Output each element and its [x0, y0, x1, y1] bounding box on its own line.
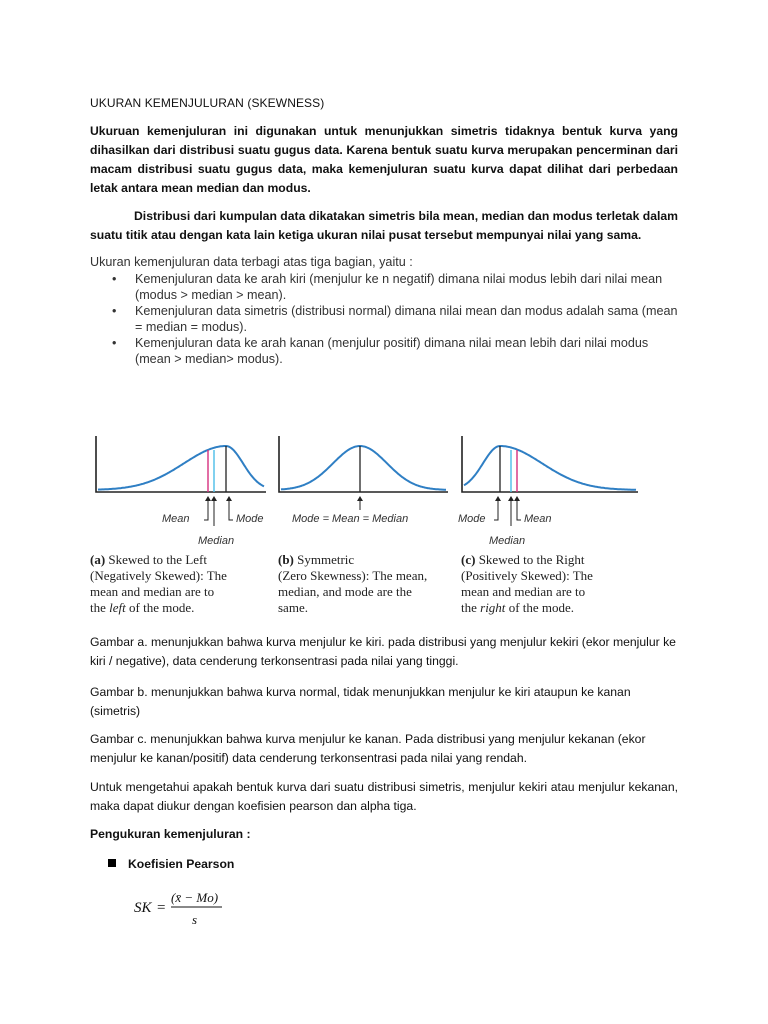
skewness-curves-illustration [90, 428, 678, 553]
formula-denominator: s [192, 912, 198, 927]
list-item [90, 335, 678, 367]
panel-a-mode-arrow [229, 498, 233, 520]
list-item [90, 271, 678, 303]
gambar-c-paragraph: Gambar c. menunjukkan bahwa kurva menjulur ke kanan. Pada distribusi yang menjulur kekanan (ekor menjulur ke kanan/positif) data cenderung terkonsentrasi pada nilai yang rendah. [90, 732, 646, 765]
panel-b-axis-label: Mode = Mean = Median [292, 513, 409, 525]
panel-b-caption-line2: (Zero Skewness): The mean, [278, 568, 428, 583]
panel-c-caption-pre: the [461, 600, 481, 615]
list-item [90, 303, 678, 335]
skewness-figure [90, 428, 678, 623]
measurement-heading: Pengukuran kemenjuluran : [90, 827, 251, 841]
panel-a-mean-label: Mean [162, 513, 190, 525]
pearson-formula-svg [134, 886, 254, 930]
panel-b-caption [278, 552, 456, 616]
panel-c-caption-line3: mean and median are to [461, 584, 586, 599]
panel-c-arrowhead-icon [495, 496, 501, 501]
types-intro: Ukuran kemenjuluran data terbagi atas tiga bagian, yaitu : [90, 255, 413, 269]
panel-a-arrowhead-icon [226, 496, 232, 501]
bullet-icon: • [112, 304, 117, 318]
intro-paragraph: Ukuruan kemenjuluran ini digunakan untuk menunjukkan simetris tidaknya bentuk kurva yang dihasilkan dari distribusi suatu gugus data. Karena bentuk suatu kurva merupakan pencerminan dari macam distribusi suatu gugus data, maka kemenjuluran suatu kurva dapat dilihat dari perbedaan letak antara mean median dan modus. [90, 124, 678, 195]
panel-a-caption-emphasis: left [109, 600, 126, 615]
panel-c-mean-label: Mean [524, 513, 552, 525]
panel-b-caption-line1: Symmetric [297, 552, 355, 567]
panel-b-caption-line3: median, and mode are the [278, 584, 412, 599]
square-bullet-icon [108, 859, 116, 867]
panel-b-caption-line4: same. [278, 600, 308, 615]
list-item-text: Kemenjuluran data ke arah kanan (menjulur positif) dimana nilai mean lebih dari nilai modus (mean > median> modus). [135, 336, 649, 366]
formula-lhs: SK [134, 900, 152, 916]
pearson-formula [134, 886, 254, 935]
measurement-method-paragraph: Untuk mengetahui apakah bentuk kurva dari suatu distribusi simetris, menjulur kekiri atau menjulur kekanan, maka dapat diukur dengan koefisien pearson dan alpha tiga. [90, 780, 678, 813]
panel-a-axes [96, 436, 266, 492]
panel-c-caption-emphasis: right [480, 600, 506, 615]
panel-b-arrowhead-icon [357, 496, 363, 501]
panel-b-axes [279, 436, 448, 492]
panel-a-caption-line2: (Negatively Skewed): The [90, 568, 227, 583]
panel-b-caption-label: (b) [278, 552, 294, 567]
panel-c-caption [461, 552, 641, 616]
panel-a-arrowhead-icon [211, 496, 217, 501]
list-item-text: Kemenjuluran data ke arah kiri (menjulur ke n negatif) dimana nilai modus lebih dari nilai mean (modus > median > mean). [135, 272, 663, 302]
panel-c-mean-arrow [517, 498, 521, 520]
pearson-item [108, 857, 234, 871]
panel-a-curve [98, 446, 264, 490]
gambar-b-paragraph: Gambar b. menunjukkan bahwa kurva normal, tidak menunjukkan menjulur ke kiri ataupun ke kanan (simetris) [90, 685, 631, 718]
formula-numerator: (x̄ − Mo) [171, 890, 219, 905]
panel-c-mode-arrow [494, 498, 498, 520]
panel-c-caption-label: (c) [461, 552, 476, 567]
pearson-label: Koefisien Pearson [128, 857, 235, 871]
panel-a-caption-line3: mean and median are to [90, 584, 215, 599]
panel-a-median-label: Median [198, 535, 235, 547]
panel-c-caption-line1: Skewed to the Right [478, 552, 585, 567]
panel-c-mode-label: Mode [458, 513, 486, 525]
bullet-icon: • [112, 272, 117, 286]
panel-a-mode-label: Mode [236, 513, 264, 525]
panel-c-arrowhead-icon [508, 496, 514, 501]
skewness-types-list [90, 271, 678, 367]
panel-a-caption-post: of the mode. [125, 600, 195, 615]
panel-a-caption-line1: Skewed to the Left [108, 552, 207, 567]
panel-c-curve [464, 446, 636, 490]
section-title: UKURAN KEMENJULURAN (SKEWNESS) [90, 96, 325, 110]
bullet-icon: • [112, 336, 117, 350]
panel-a-caption-label: (a) [90, 552, 106, 567]
panel-c-arrowhead-icon [514, 496, 520, 501]
panel-c-median-label: Median [489, 535, 526, 547]
formula-equals: = [157, 900, 166, 916]
panel-c-caption-post: of the mode. [505, 600, 575, 615]
gambar-a-paragraph: Gambar a. menunjukkan bahwa kurva menjulur ke kiri. pada distribusi yang menjulur kekiri (ekor menjulur ke kiri / negative), data cenderung terkonsentrasi pada nilai yang tinggi. [90, 635, 676, 668]
panel-a-caption [90, 552, 262, 616]
panel-b-curve [281, 446, 446, 490]
list-item-text: Kemenjuluran data simetris (distribusi normal) dimana nilai mean dan modus adalah sama (mean = median = modus). [135, 304, 678, 334]
panel-a-mean-arrow [204, 498, 208, 520]
panel-c-caption-line2: (Positively Skewed): The [461, 568, 593, 583]
panel-a-arrowhead-icon [205, 496, 211, 501]
panel-c-axes [462, 436, 638, 492]
panel-a-caption-pre: the [90, 600, 110, 615]
symmetric-definition-paragraph: Distribusi dari kumpulan data dikatakan simetris bila mean, median dan modus terletak dalam suatu titik atau dengan kata lain ketiga ukuran nilai pusat tersebut mempunyai nilai yang sama. [90, 209, 678, 242]
